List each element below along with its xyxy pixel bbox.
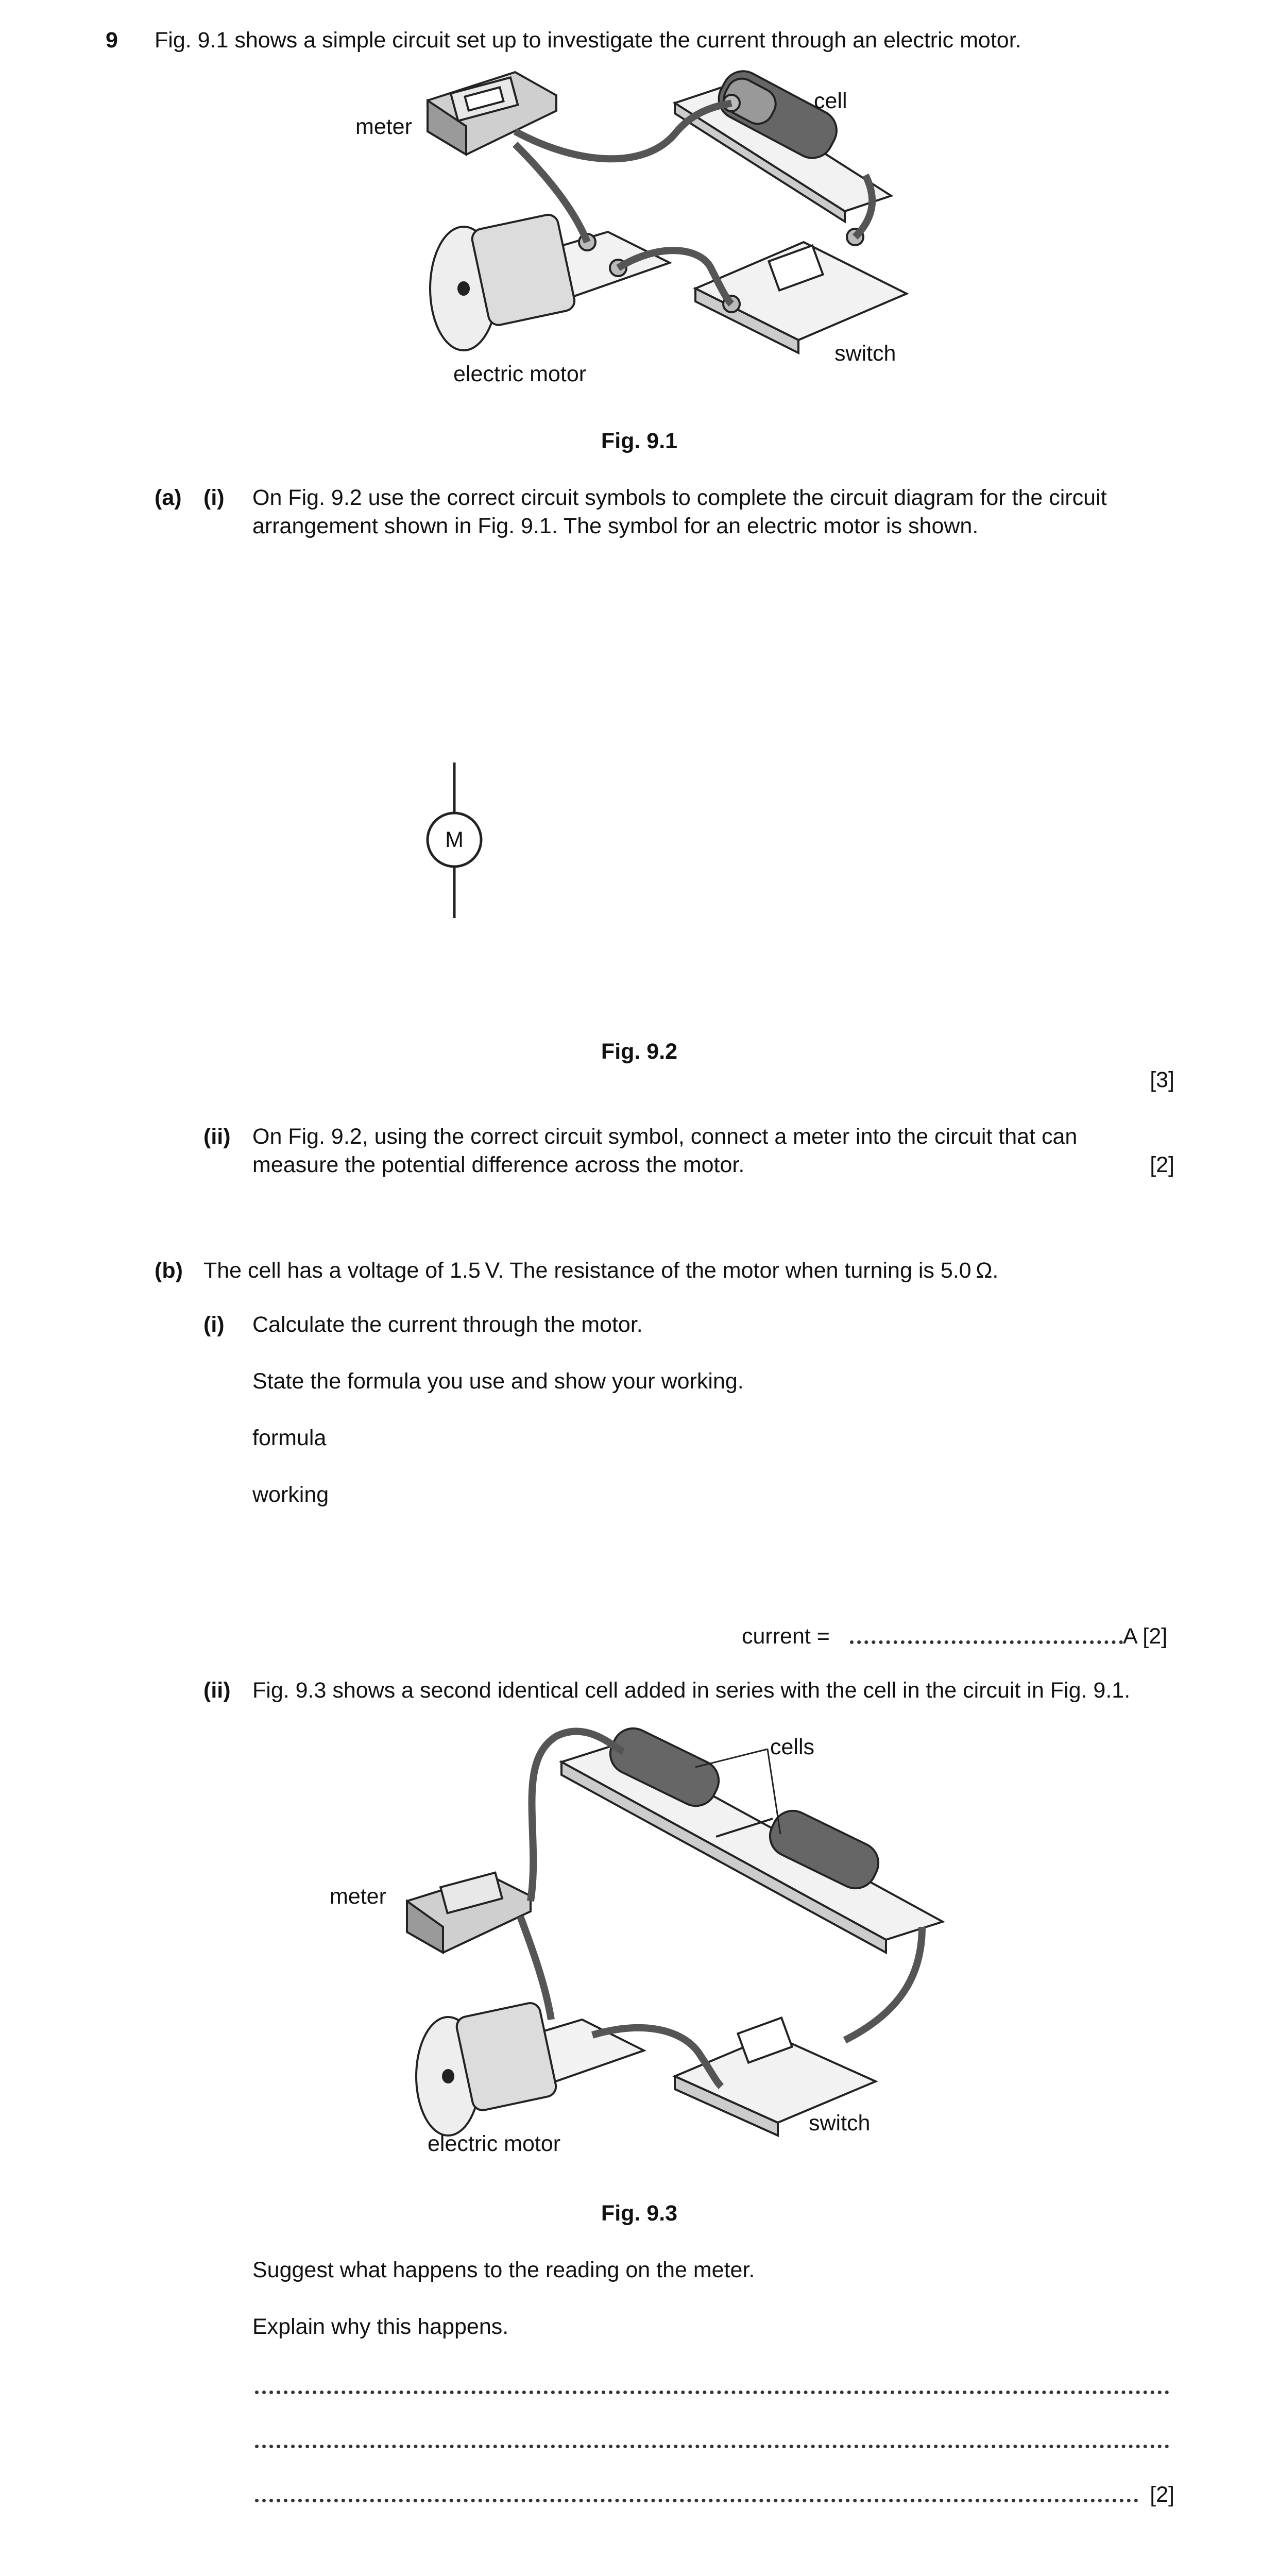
part-a-ii-marks: [2] <box>1150 1153 1174 1177</box>
part-a-i-label: (i) <box>203 485 225 510</box>
question-number: 9 <box>106 28 118 53</box>
fig-9-1-caption: Fig. 9.1 <box>601 429 678 453</box>
part-b-i-line2: State the formula you use and show your working. <box>252 1369 744 1394</box>
fig-9-1-meter-label: meter <box>355 114 412 139</box>
fig-9-3-meter-label: meter <box>330 1884 386 1909</box>
part-b-ii-marks: [2] <box>1150 2482 1174 2507</box>
part-a-ii-line1: On Fig. 9.2, using the correct circuit symbol, connect a meter into the circuit that can <box>252 1124 1078 1149</box>
fig-9-3-motor-label: electric motor <box>428 2131 561 2156</box>
fig-9-1-cell-label: cell <box>814 89 847 113</box>
fig-9-2-caption: Fig. 9.2 <box>601 1039 678 1064</box>
part-b-ii-line1: Fig. 9.3 shows a second identical cell added in series with the cell in the circuit in Fig. 9.1. <box>252 1678 1131 1703</box>
part-b-ii-line2: Suggest what happens to the reading on the meter. <box>252 2258 755 2282</box>
fig-9-3-cells-label: cells <box>770 1735 815 1759</box>
formula-label: formula <box>252 1426 327 1450</box>
part-a-i-line2: arrangement shown in Fig. 9.1. The symbol for an electric motor is shown. <box>252 514 979 538</box>
motor-symbol-letter: M <box>445 827 464 852</box>
part-a-ii-line2: measure the potential difference across the motor. <box>252 1153 745 1177</box>
part-b-ii-label: (ii) <box>203 1678 231 1703</box>
part-a-i-line1: On Fig. 9.2 use the correct circuit symbols to complete the circuit diagram for the circuit <box>252 485 1107 510</box>
current-answer-prefix: current = <box>742 1624 830 1649</box>
fig-9-3-switch-label: switch <box>809 2111 871 2136</box>
question-intro: Fig. 9.1 shows a simple circuit set up to investigate the current through an electric motor. <box>155 28 1021 53</box>
fig-9-3-caption: Fig. 9.3 <box>601 2201 678 2226</box>
part-a-label: (a) <box>155 485 182 510</box>
current-answer-suffix: A [2] <box>1123 1624 1168 1649</box>
working-label: working <box>252 1482 329 1507</box>
fig-9-1-switch-label: switch <box>834 341 896 366</box>
part-b-stem: The cell has a voltage of 1.5 V. The resistance of the motor when turning is 5.0 Ω. <box>203 1258 999 1283</box>
part-b-i-line1: Calculate the current through the motor. <box>252 1312 643 1337</box>
fig-9-1-motor-label: electric motor <box>453 362 587 386</box>
part-b-label: (b) <box>155 1258 183 1283</box>
part-a-ii-label: (ii) <box>203 1124 231 1149</box>
part-a-i-marks: [3] <box>1150 1067 1174 1092</box>
part-b-ii-line3: Explain why this happens. <box>252 2314 509 2339</box>
part-b-i-label: (i) <box>203 1312 225 1337</box>
